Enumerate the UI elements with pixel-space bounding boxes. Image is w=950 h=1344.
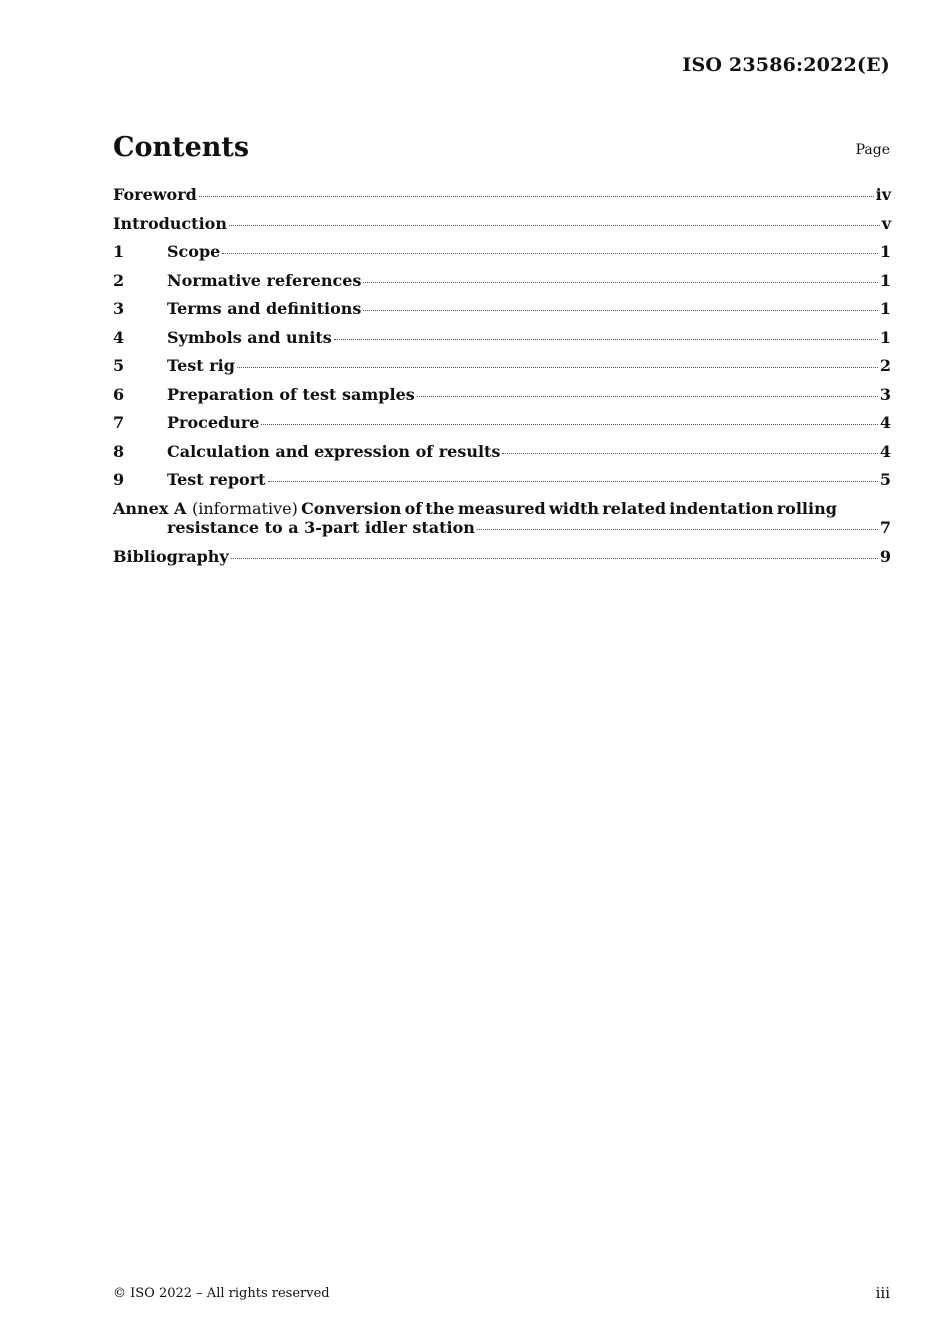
toc-entry-label[interactable]: Normative references xyxy=(167,270,362,290)
toc-leader-dots xyxy=(417,396,878,397)
table-of-contents xyxy=(113,185,891,575)
toc-leader-dots xyxy=(363,282,877,283)
contents-title: Contents xyxy=(113,132,250,163)
toc-entry-procedure[interactable] xyxy=(113,413,891,442)
toc-entry-page[interactable]: 1 xyxy=(879,327,891,347)
annex-title-word[interactable]: rolling xyxy=(776,498,837,518)
annex-title-continuation[interactable]: resistance to a 3-part idler station xyxy=(167,517,475,537)
toc-entry-number: 8 xyxy=(113,441,125,461)
toc-entry-page[interactable]: 7 xyxy=(879,517,891,537)
toc-leader-dots xyxy=(268,481,878,482)
annex-title-word[interactable]: of xyxy=(404,498,423,518)
toc-entry-bibliography[interactable] xyxy=(113,547,891,576)
toc-entry-label[interactable]: Calculation and expression of results xyxy=(167,441,501,461)
toc-entry-page[interactable]: 9 xyxy=(879,546,891,566)
toc-entry-symbols-and-units[interactable] xyxy=(113,328,891,357)
toc-entry-terms-and-definitions[interactable] xyxy=(113,299,891,328)
toc-leader-dots xyxy=(502,453,877,454)
toc-entry-page[interactable]: 5 xyxy=(879,470,891,489)
toc-entry-label[interactable]: Symbols and units xyxy=(167,327,332,347)
annex-prefix-group xyxy=(113,499,298,518)
toc-entry-number: 1 xyxy=(113,242,125,261)
toc-entry-label[interactable]: Test rig xyxy=(167,356,235,375)
toc-entry-calculation-and-expression-of-results[interactable] xyxy=(113,442,891,471)
toc-entry-page[interactable]: iv xyxy=(875,185,891,204)
toc-leader-dots xyxy=(237,367,878,368)
toc-leader-dots xyxy=(477,529,878,530)
toc-entry-page[interactable]: 3 xyxy=(879,384,891,404)
toc-entry-page[interactable]: 4 xyxy=(879,413,891,432)
toc-entry-page[interactable]: 4 xyxy=(879,441,891,461)
toc-entry-normative-references[interactable] xyxy=(113,271,891,300)
toc-entry-label[interactable]: Test report xyxy=(167,470,266,489)
toc-entry-preparation-of-test-samples[interactable] xyxy=(113,385,891,414)
toc-entry-page[interactable]: 2 xyxy=(879,356,891,375)
toc-entry-page[interactable]: 1 xyxy=(879,242,891,261)
toc-entry-test-rig[interactable] xyxy=(113,356,891,385)
annex-title-word[interactable]: Conversion xyxy=(301,498,402,518)
toc-leader-dots xyxy=(231,558,878,559)
toc-leader-dots xyxy=(334,339,878,340)
annex-title-word[interactable]: the xyxy=(425,498,455,518)
annex-title-line-1 xyxy=(113,499,837,518)
toc-leader-dots xyxy=(199,196,874,197)
annex-title-line-2 xyxy=(113,518,891,547)
toc-entry-label[interactable]: Foreword xyxy=(113,185,197,204)
toc-entry-label[interactable]: Introduction xyxy=(113,213,227,233)
footer-copyright: © ISO 2022 – All rights reserved xyxy=(113,1286,330,1301)
annex-prefix[interactable]: Annex A xyxy=(113,498,187,518)
toc-entry-number: 2 xyxy=(113,270,125,290)
footer-page-number: iii xyxy=(875,1284,890,1302)
toc-entry-label[interactable]: Procedure xyxy=(167,413,260,432)
annex-informative-label: (informative) xyxy=(191,498,298,518)
toc-entry-page[interactable]: v xyxy=(881,213,891,233)
toc-entry-scope[interactable] xyxy=(113,242,891,271)
document-id: ISO 23586:2022(E) xyxy=(682,54,890,76)
toc-leader-dots xyxy=(363,310,877,311)
toc-leader-dots xyxy=(229,225,880,226)
toc-entry-number: 3 xyxy=(113,299,125,318)
annex-title-word[interactable]: indentation xyxy=(669,498,774,518)
toc-entry-label[interactable]: Preparation of test samples xyxy=(167,384,415,404)
annex-title-word[interactable]: related xyxy=(602,498,667,518)
toc-entry-number: 6 xyxy=(113,384,125,404)
toc-entry-label[interactable]: Bibliography xyxy=(113,546,229,566)
annex-title-word[interactable]: width xyxy=(548,498,600,518)
toc-entry-number: 5 xyxy=(113,356,125,375)
toc-entry-test-report[interactable] xyxy=(113,470,891,499)
toc-entry-page[interactable]: 1 xyxy=(879,299,891,318)
toc-entry-page[interactable]: 1 xyxy=(879,270,891,290)
toc-entry-foreword[interactable] xyxy=(113,185,891,214)
toc-entry-annex-a[interactable] xyxy=(113,499,891,547)
toc-entry-number: 9 xyxy=(113,470,125,489)
toc-entry-number: 7 xyxy=(113,413,125,432)
annex-title-word[interactable]: measured xyxy=(457,498,546,518)
toc-entry-label[interactable]: Terms and definitions xyxy=(167,299,362,318)
toc-entry-introduction[interactable] xyxy=(113,214,891,243)
toc-leader-dots xyxy=(222,253,878,254)
toc-leader-dots xyxy=(261,424,877,425)
toc-entry-number: 4 xyxy=(113,327,125,347)
page-column-label: Page xyxy=(855,142,890,158)
toc-entry-label[interactable]: Scope xyxy=(167,242,221,261)
